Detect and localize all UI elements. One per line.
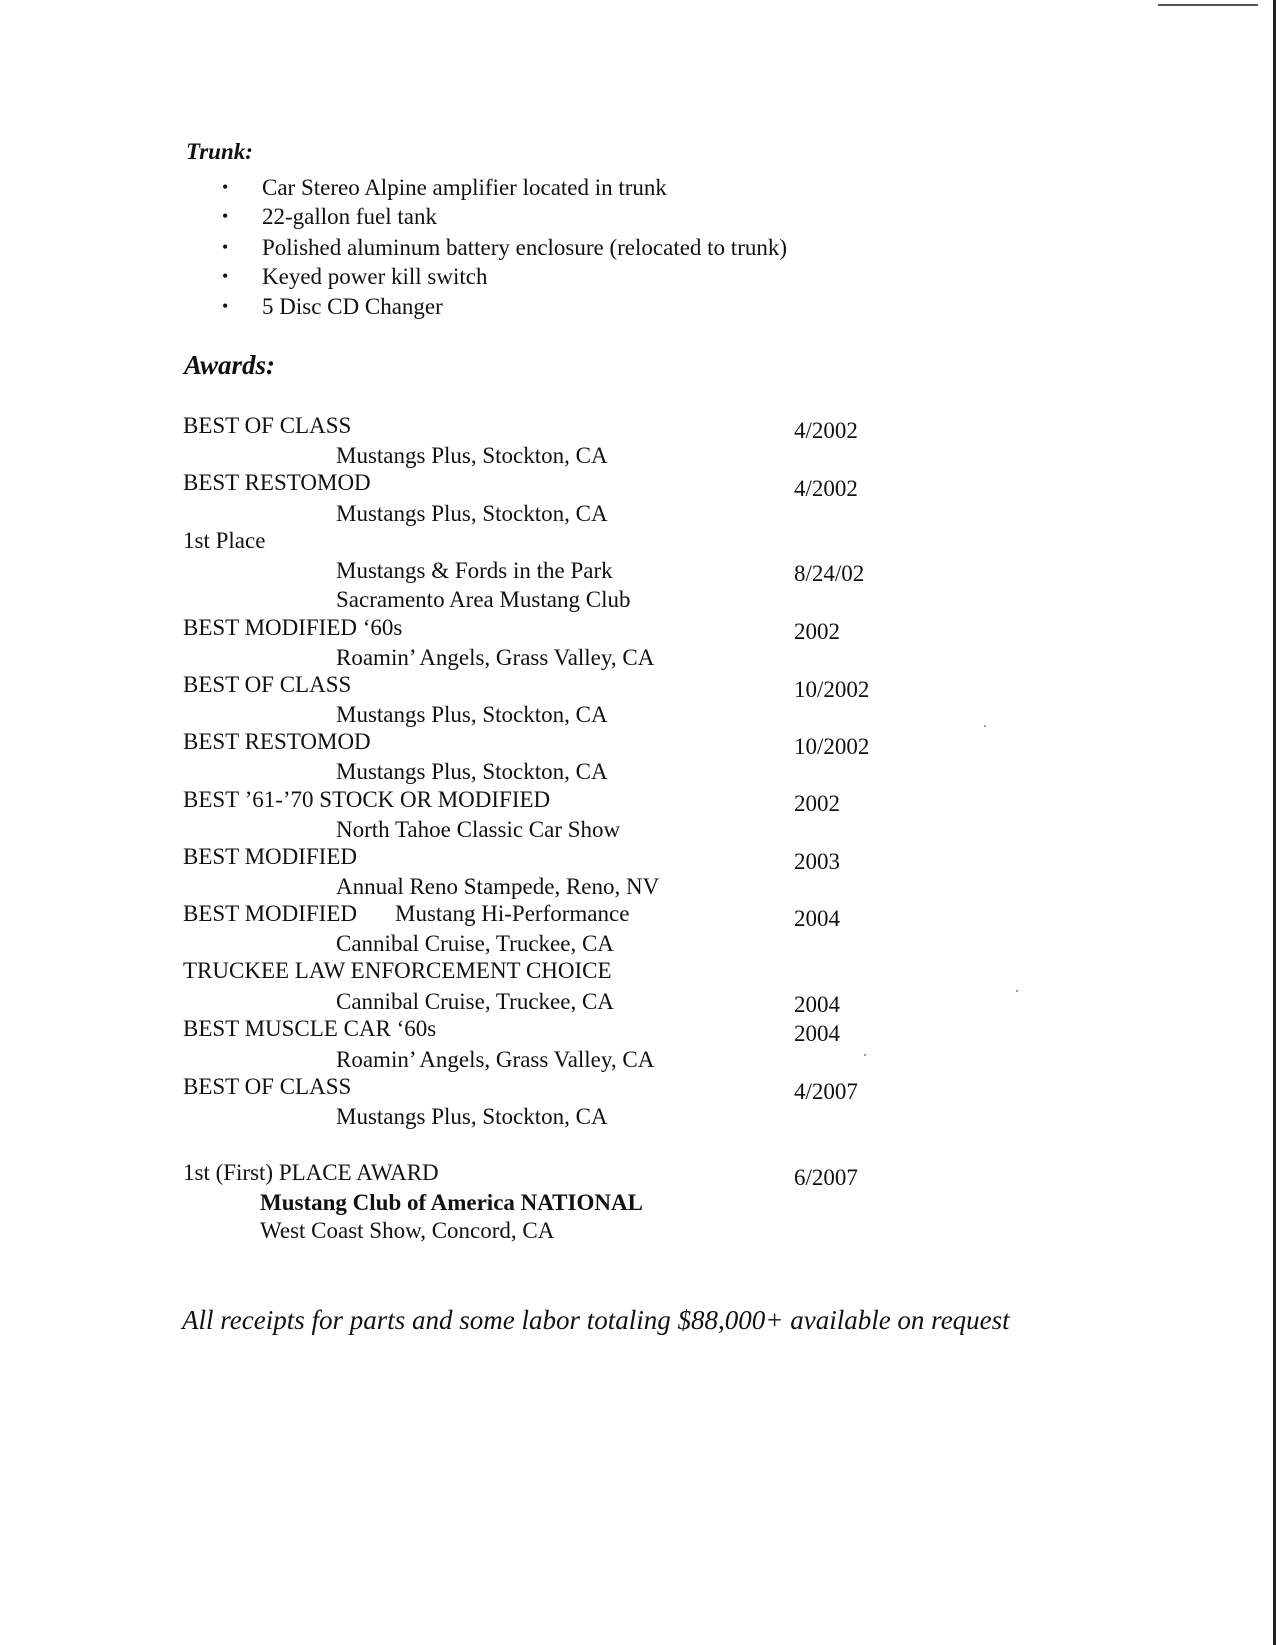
award-venue: Mustangs Plus, Stockton, CA (336, 702, 608, 727)
award-title: BEST MODIFIED (183, 901, 358, 926)
award-title: BEST MUSCLE CAR ‘60s (183, 1016, 437, 1041)
award-title: BEST RESTOMOD (183, 729, 371, 754)
award-title: 1st (First) PLACE AWARD (183, 1160, 439, 1185)
scan-speck (984, 725, 986, 727)
award-date: 8/24/02 (794, 561, 865, 586)
award-venue: Mustangs Plus, Stockton, CA (336, 1104, 608, 1129)
scan-speck (864, 1054, 866, 1056)
award-date: 4/2007 (794, 1079, 858, 1104)
list-item-text: Polished aluminum battery enclosure (relocated to trunk) (262, 235, 788, 260)
award-date: 2003 (794, 849, 840, 874)
list-item-text: 22-gallon fuel tank (262, 204, 438, 229)
award-title: BEST OF CLASS (183, 1074, 352, 1099)
award-venue-secondary: Sacramento Area Mustang Club (336, 587, 631, 612)
award-venue: Cannibal Cruise, Truckee, CA (336, 931, 614, 956)
list-item-text: 5 Disc CD Changer (262, 294, 443, 319)
award-title: BEST MODIFIED (183, 844, 358, 869)
award-title: BEST OF CLASS (183, 672, 352, 697)
award-date: 2004 (794, 906, 840, 931)
list-item (222, 294, 443, 320)
bullet-icon: • (222, 296, 229, 316)
award-venue-secondary: West Coast Show, Concord, CA (260, 1218, 555, 1243)
award-venue: Mustang Club of America NATIONAL (260, 1190, 643, 1215)
award-date: 2002 (794, 619, 840, 644)
award-venue: North Tahoe Classic Car Show (336, 817, 621, 842)
award-title-row (183, 901, 629, 927)
trunk-heading: Trunk: (186, 139, 253, 164)
award-title: BEST MODIFIED ‘60s (183, 615, 403, 640)
bullet-icon: • (222, 266, 229, 286)
award-date: 2002 (794, 791, 840, 816)
award-venue: Mustangs & Fords in the Park (336, 558, 613, 583)
awards-heading: Awards: (184, 350, 276, 380)
award-title: TRUCKEE LAW ENFORCEMENT CHOICE (183, 958, 612, 983)
bullet-icon: • (222, 237, 229, 257)
award-title-extra: Mustang Hi-Performance (395, 901, 630, 926)
award-venue: Roamin’ Angels, Grass Valley, CA (336, 645, 655, 670)
award-title: BEST ’61-’70 STOCK OR MODIFIED (183, 787, 551, 812)
bullet-icon: • (222, 177, 229, 197)
list-item-text: Keyed power kill switch (262, 264, 488, 289)
award-venue: Roamin’ Angels, Grass Valley, CA (336, 1047, 655, 1072)
award-date: 10/2002 (794, 677, 870, 702)
award-venue: Mustangs Plus, Stockton, CA (336, 443, 608, 468)
award-title: 1st Place (183, 528, 266, 553)
award-date: 2004 (794, 992, 840, 1017)
list-item (222, 175, 667, 201)
list-item (222, 204, 437, 230)
award-venue: Mustangs Plus, Stockton, CA (336, 501, 608, 526)
award-date: 4/2002 (794, 418, 858, 443)
list-item (222, 235, 787, 261)
award-date: 6/2007 (794, 1165, 858, 1190)
award-date: 2004 (794, 1021, 840, 1046)
award-title: BEST RESTOMOD (183, 470, 371, 495)
scan-speck (1016, 990, 1018, 992)
award-date: 4/2002 (794, 476, 858, 501)
bullet-icon: • (222, 206, 229, 226)
receipts-note: All receipts for parts and some labor totaling $88,000+ available on request (182, 1305, 1010, 1335)
award-venue: Mustangs Plus, Stockton, CA (336, 759, 608, 784)
award-date: 10/2002 (794, 734, 870, 759)
list-item-text: Car Stereo Alpine amplifier located in trunk (262, 175, 667, 200)
award-venue: Annual Reno Stampede, Reno, NV (336, 874, 660, 899)
award-venue: Cannibal Cruise, Truckee, CA (336, 989, 614, 1014)
award-title: BEST OF CLASS (183, 413, 352, 438)
scan-corner-mark (1158, 0, 1258, 6)
list-item (222, 264, 487, 290)
